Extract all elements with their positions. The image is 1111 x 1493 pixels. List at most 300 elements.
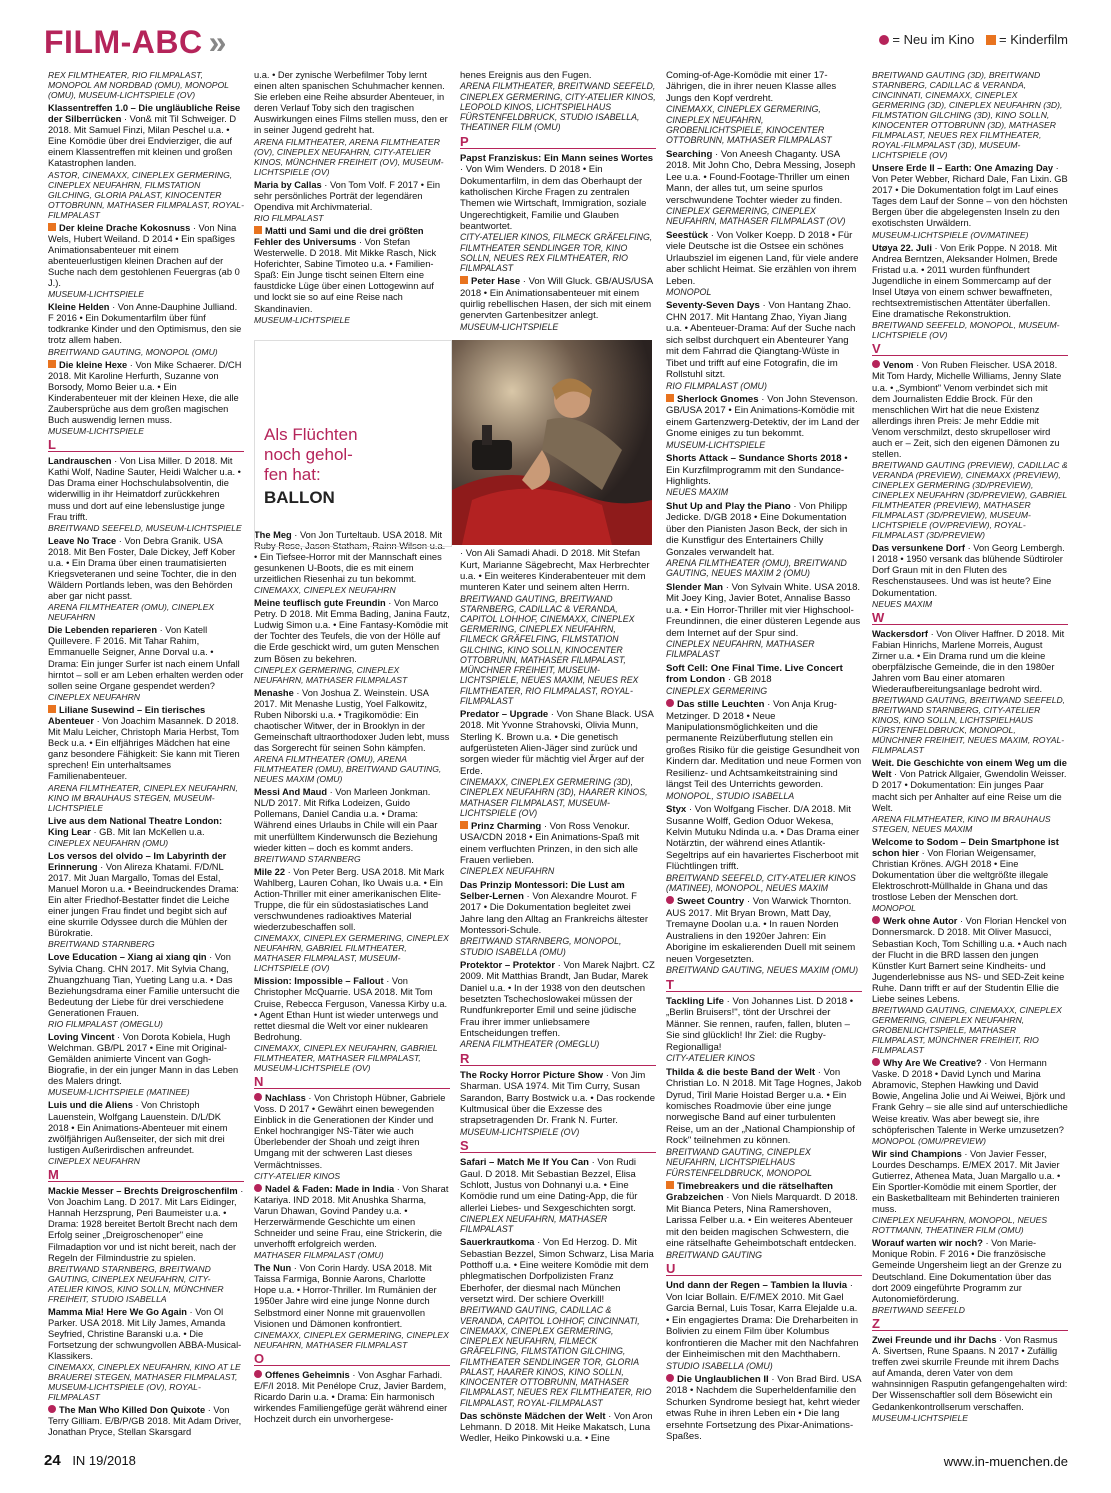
cinema-list: MONOPOL, STUDIO ISABELLA [666,790,795,801]
film-description: · Von Stefan Westerwelle. D 2018. Mit Mikke Rasch, Nick Hoferichter, Sabine Timoteo u.a. • Familien-Spaß: Ein Junge tischt seinen Eltern eine faustdicke Lüge über einen Lottogewinn auf und lockt sie so auf eine Reise nach Skandinavien. [254,236,437,314]
new-release-dot-icon [254,1093,262,1101]
film-description: · Von Christian Lo. N 2018. Mit Tage Hognes, Jakob Dyrud, Tiril Marie Hoistad Berger u.a. • Ein komisches Roadmovie über eine junge norwegische Band auf einer turbulenten Reise, um an der „National Championship of Rock" teilnehmen zu können. [666,1066,862,1147]
film-entry [666,1374,862,1443]
cinema-list: MUSEUM-LICHTSPIELE (OV) [460,1126,580,1137]
cinema-list: RIO FILMPALAST [254,212,324,223]
cinema-list: CINEMAXX, CINEPLEX NEUFAHRN [254,585,396,596]
film-description: · Von John Stevenson. GB/USA 2017 • Ein Animations-Komödie mit einem Gartenzwerg-Detektiv, der im Land der Gnome einiges zu tun bekommt. [666,393,860,440]
film-description: · Von Ruben Fleischer. USA 2018. Mit Tom Hardy, Michelle Williams, Jenny Slate u.a. • „Symbiont" Venom verbindet sich mit dem Journalisten Eddie Brock. Für den menschlichen Wirt hat die neue Existenz allerdings ihren Preis: Je mehr Eddie mit Venom verschmilzt, desto skrupelloser wird auch er – Zeit, sich den eigenen Dämonen zu stellen. [872,360,1062,460]
film-title: Und dann der Regen – Tambien la lluvia [666,1280,848,1292]
film-title: Venom [883,360,914,371]
film-title: Matti und Sami und die drei größten Fehler des Universums [254,225,424,247]
new-release-dot-icon [872,360,880,368]
film-title: Nadel & Faden: Made in India [265,1183,395,1194]
cinema-list: BREITWAND GAUTING [666,1249,762,1260]
listing-column-3 [460,70,656,1448]
film-description: · Von Rudi Gaul. D 2018. Mit Sebastian Bezzel, Elisa Schlott, Justus von Dohnanyi u.a. • Eine Komödie rund um eine Dating-App, die für allerlei Liebes- und Sexgeschichten sorgt. [460,1157,638,1214]
film-entry [872,758,1068,833]
cinema-list: CITY-ATELIER KINOS [254,1170,341,1181]
cinema-list: CINEMAXX, CINEPLEX NEUFAHRN, KINO AT LE BRAUEREI STEGEN, MATHASER FILMPALAST, MUSEUM-LICHTSPIELE (OV), ROYAL-FILMPALAST [48,1362,241,1403]
cinema-list: BREITWAND GAUTING, NEUES MAXIM (OMU) [666,965,859,976]
film-title: Seventy-Seven Days [666,300,760,312]
cinema-list: CINEPLEX GERMERING, CINEPLEX NEUFAHRN, MATHASER FILMPALAST [254,664,408,685]
film-description: · Von Johannes List. D 2018 • „Berlin Bruisers!", tönt der Urschrei der Männer. Sie rennen, raufen, fallen, bluten – Sie sind glücklich! Ihr Ziel: die Rugby-Regionalliga! [666,996,854,1053]
film-description: · Von Nina Wels, Hubert Weiland. D 2014 • Ein spaßiges Animationsabenteuer mit einem abenteuerlustigen kleinen Drachen auf der Suche nach dem gestohlenen Feuergras (ab 0 J.). [48,222,240,289]
film-title: Leave No Trace [48,535,117,546]
kids-film-square-icon [48,223,56,231]
letter-heading: Z [872,1318,1068,1331]
cinema-list: BREITWAND GAUTING, CINEPLEX NEUFAHRN, LICHTSPIELHAUS FÜRSTENFELDBRUCK, MONOPOL [666,1146,812,1178]
film-title: Menashe [254,687,294,698]
film-entry [48,705,244,813]
film-description: · Von Sylvain White. USA 2018. Mit Joey King, Javier Botet, Annalise Basso u.a. • Ein Horror-Thriller mit vier Highschool-Freundinnen, die einer düsteren Legende aus dem Internet auf der Spur sind. [666,581,861,639]
film-title: Love Education – Xiang ai xiang qin [48,952,207,963]
film-description: · Von Anne-Dauphine Julliand. F 2016 • Ein Dokumentarfilm über fünf todkranke Kinder und den Optimismus, den sie trotz allem haben. [48,302,242,346]
film-title: Wir sind Champions [872,1148,962,1159]
section-title-text: FILM-ABC [44,24,203,60]
cinema-list: BREITWAND GAUTING (3D), BREITWAND STARNBERG, CADILLAC & VERANDA, CINCINNATI, CINEMAXX, CINEPLEX GERMERING (3D), CINEPLEX NEUFAHRN (3D), FILMSTATION GILCHING (3D), KINO SOLLN, KINOCENTER OTTOBRUNN (3D), MATHASER FILMPALAST, NEUES REX FILMTHEATER, ROYAL-FILMPALAST (3D), MUSEUM-LICHTSPIELE (OV) [872,70,1063,160]
film-entry [254,867,450,974]
film-description: · Von Oliver Haffner. D 2018. Mit Fabian Hinrichs, Marlene Morreis, August Zirner u.a. • Ein Drama rund um die kleine oberpfälzische Gemeinde, die in den 1980er Jahren vom Bau einer atomaren Wiederaufbereitungsanlage bedroht wird. [872,628,1065,695]
film-description: · Von Alireza Khatami. F/D/NL 2017. Mit Juan Margallo, Tomas del Estal, Manuel Moron u.a. • Beeindruckendes Drama: Ein alter Friedhof-Bestatter findet die Leiche einer jungen Frau findet und begibt sich auf eine skurrile Odyssee durch die Mühlen der Bürokratie. [48,861,239,939]
film-entry [460,1411,656,1445]
teaser-caption-text: Als Flüchten noch gehol-fen hat: [264,425,358,484]
film-title: Prinz Charming [471,821,542,833]
film-description: · Von Georg Lembergh. I 2018 • 1950 versank das blühende Südtiroler Dorf Graun mit in den Fluten des Reschenstausees. Und was ist heute? Eine Dokumentation. [872,543,1065,598]
kids-film-square-icon [48,360,56,368]
film-description: · Von Erik Poppe. N 2018. Mit Andrea Berntzen, Aleksander Holmen, Brede Fristad u.a. • 2011 wurden fünfhundert Jugendliche in einem Sommercamp auf der Insel Utøya von einem schwer bewaffneten, rechtsextremistischen Attentäter überfallen. Eine dramatische Rekonstruktion. [872,242,1058,320]
cinema-list: CITY-ATELIER KINOS, FILMECK GRÄFELFING, FILMTHEATER SENDLINGER TOR, KINO SOLLN, NEUES REX FILMTHEATER, RIO FILMPALAST [460,232,653,273]
film-title: Protektor – Protektor [460,959,556,971]
cinema-list: MONOPOL (OMU/PREVIEW) [872,1135,986,1146]
letter-heading: O [254,1353,450,1366]
cinema-list: CINEMAXX, CINEPLEX GERMERING (3D), CINEPLEX NEUFAHRN (3D), HAARER KINOS, MATHASER FILMPALAST, MUSEUM-LICHTSPIELE (OV) [460,777,648,818]
film-description: · Von Hantang Zhao. CHN 2017. Mit Hantang Zhao, Yiyan Jiang u.a. • Abenteuer-Drama: Auf der Suche nach sich selbst durchquert ein Abenteurer Yang mit dem Fahrrad die Qiangtang-Wüste in Tibet und trifft auf eine Fotografin, die im Rollstuhl sitzt. [666,300,856,381]
film-entry [666,453,862,498]
film-title: Landrauschen [48,456,112,467]
film-description: · Von Jon Turteltaub. USA 2018. Mit Ruby Rose, Jason Statham, Rainn Wilson u.a. • Ein Tiefsee-Horror mit der Mannschaft eines gesunkenen U-Boots, die es mit einem urzeitlichen Riesenhai zu tun bekommt. [254,529,446,584]
film-description: · Von Peter Berg. USA 2018. Mit Mark Wahlberg, Lauren Cohan, Iko Uwais u.a. • Ein Action-Thriller mit einer amerikanischen Elite-Truppe, die für ein südostasiatisches Land verschwundenes radioaktives Material wiederzubeschaffen soll. [254,866,445,933]
film-entry [666,1181,862,1260]
film-entry [872,1335,1068,1423]
cinema-list: CITY-ATELIER KINOS [666,1053,755,1064]
film-title: Styx [666,804,687,816]
film-description: · Von Aneesh Chaganty. USA 2018. Mit John Cho, Debra Messing, Joseph Lee u.a. • Found-Footage-Thriller um einen Mann, der alles tut, um seine spurlos verschwundene Tochter wieder zu finden. [666,148,856,206]
film-entry [48,536,244,623]
cinema-list: BREITWAND STARNBERG [254,853,361,864]
listing-column-2 [254,70,450,1428]
film-description: · Von Asghar Farhadi. E/F/I 2018. Mit Penélope Cruz, Javier Bardem, Ricardo Darin u.a. • Drama: Ein harmonisch wirkendes Familiengefüge gerät während einer Hochzeit durch ein unvorhergese- [254,1369,448,1425]
film-description: · Von& mit Til Schweiger. D 2018. Mit Samuel Finzi, Milan Peschel u.a. • Eine Komödie über drei Endvierziger, die auf einem Klassentreffen mit kleinen und großen Katastrophen landen. [48,114,237,169]
cinema-list: CINEMAXX, CINEPLEX GERMERING, CINEPLEX NEUFAHRN, GABRIEL FILMTHEATER, MATHASER FILMPALAST, MUSEUM-LICHTSPIELE (OV) [254,933,449,974]
film-description: · Von Wim Wenders. D 2018 • Ein Dokumentarfilm, in dem das Oberhaupt der katholischen Kirche Fragen zu zentralen Themen wie Wirtschaft, Immigration, soziale Ungerechtigkeit, Familie und Glauben beantwortet. [460,164,647,232]
film-title: Das stille Leuchten [677,699,765,711]
film-entry [872,1058,1068,1146]
film-entry [666,300,862,391]
film-entry [872,916,1068,1055]
film-title: Papst Franziskus: Ein Mann seines Wortes [460,152,654,164]
film-entry [254,70,450,177]
cinema-list: STUDIO ISABELLA (OMU) [666,1360,773,1371]
film-description: · Von Will Gluck. GB/AUS/USA 2018 • Ein Animationsabenteuer mit einem quirlig rebellischen Hasen, der sich mit einem genervten Gartenbesitzer anlegt. [460,276,653,322]
film-entry [666,804,862,893]
chevron-icon: » [208,24,227,60]
film-description: · Von Joachim Masannek. D 2018. Mit Malu Leicher, Christoph Maria Herbst, Tom Beck u.a. • Ein elfjähriges Mädchen hat eine ganz besondere Fähigkeit: Sie kann mit Tieren sprechen! Ein unterhaltsames Familienabenteuer. [48,715,240,782]
letter-heading: N [254,1076,450,1089]
film-description: · Von Joshua Z. Weinstein. USA 2017. Mit Menashe Lustig, Yoel Falkowitz, Ruben Niborski u.a. • Tragikomödie: Ein chaotischer Witwer, der in Brooklyn in der Gemeinschaft ultraorthodoxer Juden lebt, muss das Sorgerecht für seinen Sohn kämpfen. [254,687,450,754]
film-title: Das Prinzip Montessori: Die Lust am Selber-Lernen [460,879,625,903]
cinema-list: REX FILMTHEATER, RIO FILMPALAST, MONOPOL AM NORDBAD (OMU), MONOPOL (OMU), MUSEUM-LICHTSPIELE (OV) [48,70,229,100]
film-entry [872,1149,1068,1236]
film-entry [48,1100,244,1165]
listing-column-5 [872,70,1068,1426]
film-title: Nachlass [265,1092,306,1103]
film-title: Live aus dem National Theatre London: King Lear [48,815,223,837]
letter-heading: R [460,1053,656,1066]
cinema-list: ASTOR, CINEMAXX, CINEPLEX GERMERING, CINEPLEX NEUFAHRN, FILMSTATION GILCHING, GLORIA PALAST, KINOCENTER OTTOBRUNN, MATHASER FILMPALAST, ROYAL-FILMPALAST [48,169,244,220]
film-title: Mile 22 [254,866,286,877]
new-release-dot-icon [48,1405,56,1413]
film-description: · Von Sylvia Chang. CHN 2017. Mit Sylvia Chang, Zhuangzhuang Tian, Yueting Lang u.a. • Das Beziehungsdrama einer Familie untersucht die Bedeutung der Liebe für drei verschiedene Generationen Frauen. [48,952,240,1018]
film-entry [48,103,244,220]
film-title: Shorts Attack – Sundance Shorts 2018 [666,453,842,465]
film-description: · Von Peter Webber, Richard Dale, Fan Lixin. GB 2017 • Die Dokumentation folgt im Lauf eines Tages dem Lauf der Sonne – von den höchsten Bergen über die abgelegensten Inseln zu den exotischsten Urwäldern. [872,163,1068,229]
new-release-dot-icon [666,699,674,707]
film-entry [48,625,244,702]
film-description: · Von Ali Samadi Ahadi. D 2018. Mit Stefan Kurt, Marianne Sägebrecht, Max Herbrechter u.a. • Ein weiteres Kinderabenteuer mit dem munteren Kater und seinem alten Herrn. [460,548,650,594]
cinema-list: BREITWAND GAUTING, CINEMAXX, CINEPLEX GERMERING, CINEPLEX NEUFAHRN, GROBENLICHTSPIELE, MATHASER FILMPALAST, MÜNCHNER FREIHEIT, RIO FILMPALAST [872,1005,1062,1056]
film-description: · Von Dorota Kobiela, Hugh Welchman. GB/PL 2017 • Eine mit Original-Gemälden animierte Vincent van Gogh-Biografie, in der ein junger Mann in das Leben des Malers dringt. [48,1032,239,1087]
film-description: · Von Joachim Lang. D 2017. Mit Lars Eidinger, Hannah Herzsprung, Peri Baumeister u.a. • Drama: 1928 bereitet Bertolt Brecht nach dem Erfolg seiner „Dreigroschenoper" eine Filmadaption vor und ist nicht bereit, nach der Regeln der Filmindustrie zu spielen. [48,1186,244,1263]
film-description: · Von Marie-Monique Robin. F 2016 • Die französische Gemeinde Ungersheim liegt an der Grenze zu Deutschland. Eine Dokumentation über das dort 2009 eingeführte Programm zur Autonomieförderung. [872,1238,1062,1304]
film-title: Die kleine Hexe [59,359,128,370]
film-entry [254,1093,450,1181]
listing-column-4 [666,70,862,1446]
film-title: The Nun [254,1263,292,1274]
film-title: Wackersdorf [872,628,928,639]
film-title: Weit. Die Geschichte von einem Weg um die Welt [872,758,1067,780]
film-title: Messi And Maud [254,787,328,798]
film-title: Welcome to Sodom – Dein Smartphone ist schon hier [872,836,1059,858]
listing-column-1 [48,70,244,1441]
cinema-list: BREITWAND GAUTING, BREITWAND STARNBERG, CADILLAC & VERANDA, CAPITOL LOHHOF, CINEMAXX, CINEPLEX GERMERING, CINEPLEX NEUFAHRN, FILMECK GRÄFELFING, FILMSTATION GILCHING, KINO SOLLN, KINOCENTER OTTOBRUNN, MATHASER FILMPALAST, MÜNCHNER FREIHEIT, MUSEUM-LICHTSPIELE, NEUES MAXIM, NEUES REX FILMTHEATER, RIO FILMPALAST, ROYAL-FILMPALAST [460,593,639,706]
film-entry [48,456,244,533]
film-description: · Von Christopher McQuarrie. USA 2018. Mit Tom Cruise, Rebecca Ferguson, Vanessa Kirby u.a. • Agent Ethan Hunt ist wieder unterwegs und rettet diesmal die Welt vor einer nuklearen Bedrohung. [254,976,448,1042]
film-description: · Von Iciar Bollain. E/F/MEX 2010. Mit Gael Garcia Bernal, Luis Tosar, Karra Elejalde u.a. • Ein engagiertes Drama: Die Dreharbeiten in Bolivien zu einem Film über Kolumbus konfrontieren die Macher mit den Nachfahren der Einheimischen mit den Machthabern. [666,1280,859,1361]
film-entry [460,880,656,957]
film-title: Die Lebenden reparieren [48,625,158,636]
film-entry [48,360,244,437]
film-entry [666,663,862,696]
film-description: · Von Patrick Allgaier, Gwendolin Weisser. D 2017 • Dokumentation: Ein junges Paar macht sich per Anhalter auf eine Reise um die Welt. [872,769,1067,813]
film-entry [48,302,244,356]
cinema-list: CINEPLEX NEUFAHRN [460,866,555,877]
film-entry [254,180,450,223]
film-title: Shut Up and Play the Piano [666,500,791,512]
kids-film-square-icon [460,821,468,829]
cinema-list: BREITWAND GAUTING, MONOPOL (OMU) [48,346,218,357]
film-entry [872,543,1068,608]
film-entry [666,230,862,298]
page-number: 24 [44,1452,61,1469]
film-title: Searching [666,148,713,160]
new-release-dot-icon [254,1184,262,1192]
cinema-list: BREITWAND GAUTING, BREITWAND SEEFELD, BREITWAND STARNBERG, CITY-ATELIER KINOS, KINO SOLLN, LICHTSPIELHAUS FÜRSTENFELDBRUCK, MONOPOL, MÜNCHNER FREIHEIT, NEUES MAXIM, ROYAL-FILMPALAST [872,695,1066,756]
film-entry [872,360,1068,540]
film-still-illustration [452,340,652,545]
film-entry [48,1307,244,1402]
teaser-caption-title: BALLON [264,488,335,507]
film-entry [254,598,450,685]
film-description: · GB. Mit Ian McKellen u.a. [90,826,205,837]
film-title: Loving Vincent [48,1032,115,1042]
film-description: · Von Marco Petry. D 2018. Mit Emma Bading, Janina Fautz, Ludwig Simon u.a. • Eine Fantasy-Komödie mit der Tochter des Teufels, die von der Hölle auf die Erde geschickt wird, um guten Menschen zum Bösen zu bekehren. [254,598,450,664]
film-entry [872,837,1068,914]
film-entry [872,243,1068,341]
film-title: The Meg [254,529,292,540]
film-description: · Von Hermann Vaske. D 2018 • David Lynch und Marina Abramovic, Stephen Hawking und David Bowie, Angelina Jolie und Ai Weiwei, Björk und Frank Gehry – sie alle sind auf unterschiedliche Weise kreativ. Was aber bewegt sie, ihre schöpferischen Talente in Werke umzusetzen? [872,1058,1068,1135]
kids-film-square-icon [666,1181,674,1189]
new-release-dot-icon [879,35,889,45]
film-title: Worauf warten wir noch? [872,1238,983,1249]
cinema-list: BREITWAND STARNBERG, BREITWAND GAUTING, CINEPLEX NEUFAHRN, CITY-ATELIER KINOS, KINO SOLLN, MÜNCHNER FREIHEIT, STUDIO ISABELLA [48,1263,224,1304]
cinema-list: CINEMAXX, CINEPLEX NEUFAHRN, GABRIEL FILMTHEATER, MATHASER FILMPALAST, MUSEUM-LICHTSPIELE (OV) [254,1042,438,1073]
film-entry [48,1032,244,1097]
cinema-list: MUSEUM-LICHTSPIELE [48,426,144,437]
letter-heading: M [48,1169,244,1182]
film-title: Liliane Susewind – Ein tierisches Abenteuer [48,704,206,726]
cinema-list: BREITWAND STARNBERG, MONOPOL, STUDIO ISABELLA (OMU) [460,936,622,957]
film-title: Sweet Country [677,896,745,908]
cinema-list: CINEPLEX NEUFAHRN (OMU) [48,837,169,848]
kids-film-square-icon [48,705,56,713]
cinema-list: NEUES MAXIM [666,487,729,498]
film-title: Why Are We Creative? [883,1058,982,1069]
cinema-list: BREITWAND SEEFELD, MONOPOL, MUSEUM-LICHTSPIELE (OV) [872,320,1060,341]
film-entry [666,70,862,146]
film-title: Kleine Helden [48,302,110,313]
film-title: Sauerkrautkoma [460,1237,535,1249]
cinema-list: BREITWAND STARNBERG [48,939,155,950]
film-entry [48,70,244,100]
cinema-list: MATHASER FILMPALAST (OMU) [254,1250,384,1261]
film-title: Der kleine Drache Kokosnuss [59,222,191,233]
film-title: Meine teuflisch gute Freundin [254,598,386,609]
cinema-list: CINEPLEX GERMERING, CINEPLEX NEUFAHRN, MATHASER FILMPALAST (OV) [666,206,846,227]
film-entry [460,709,656,818]
film-title: Mamma Mia! Here We Go Again [48,1306,187,1317]
film-description: · Von Marek Najbrt. CZ 2009. Mit Matthias Brandt, Jan Budar, Marek Daniel u.a. • In der 1938 von den deutschen besetzten Tschechoslowakei müssen der Rundfunkreporter Emil und seine jüdische Frau ihrer immer unliebsamere Entscheidungen treffen. [460,959,655,1039]
cinema-list: CINEMAXX, CINEPLEX GERMERING, CINEPLEX NEUFAHRN, GROBENLICHTSPIELE, KINOCENTER OTTOBRUNN, MATHASER FILMPALAST [666,104,832,146]
film-entry [254,1184,450,1261]
cinema-list: BREITWAND GAUTING, CADILLAC & VERANDA, CAPITOL LOHHOF, CINCINNATI, CINEMAXX, CINEPLEX GERMERING, CINEPLEX NEUFAHRN, FILMECK GRÄFELFING, FILMSTATION GILCHING, FILMTHEATER SENDLINGER TOR, GLORIA PALAST, HAARER KINOS, KINO SOLLN, KINOCENTER OTTOBRUNN, MATHASER FILMPALAST, NEUES REX FILMTHEATER, RIO FILMPALAST, ROYAL-FILMPALAST [460,1305,652,1408]
film-title: Unsere Erde II – Earth: One Amazing Day [872,163,1053,173]
film-entry [48,223,244,300]
cinema-list: MUSEUM-LICHTSPIELE [460,321,559,332]
film-title: Peter Hase [471,276,521,288]
legend [879,32,1068,47]
kids-film-square-icon [666,394,674,402]
film-description: Coming-of-Age-Komödie mit einer 17-Jährigen, die in ihrer neuen Klasse alles Jungs den Kopf verdreht. [666,70,837,104]
film-entry [460,537,656,706]
page-footer [44,1452,1068,1472]
letter-heading: T [666,979,862,992]
film-description: · Von Aron Lehmann. D 2018. Mit Heike Makatsch, Luna Wedler, Heiko Pinkowski u.a. • Eine [460,1410,653,1445]
cinema-list: NEUES MAXIM [872,598,933,609]
cinema-list: ARENA FILMTHEATER, ARENA FILMTHEATER (OV), CINEPLEX NEUFAHRN, CITY-ATELIER KINOS, MÜNCHNER FREIHEIT (OV), MUSEUM-LICHTSPIELE (OV) [254,136,444,177]
film-description: · GB 2018 [725,674,772,686]
page-header [44,18,1068,68]
film-description: · Von Tom Volf. F 2017 • Ein sehr persönliches Porträt der legendären Opendiva mit Archivmaterial. [254,179,441,212]
film-entry [666,699,862,801]
film-description: · Von Corin Hardy. USA 2018. Mit Taissa Farmiga, Bonnie Aarons, Charlotte Hope u.a. • Horror-Thriller. Im Rumänien der 1950er Jahre wird eine junge Nonne durch Selbstmord einer Nonne mit grauenvollen Visionen und Dämonen konfrontiert. [254,1263,437,1329]
film-entry [460,821,656,877]
film-title: Mackie Messer – Brechts Dreigroschenfilm [48,1186,238,1197]
film-description: · Von Lisa Miller. D 2018. Mit Kathi Wolf, Nadine Sauter, Heidi Walcher u.a. • Das Drama einer Hochschulabsolventin, die widerwillig in ihr Heimatdorf zurückkehren muss und dort auf eine lebenslustige junge Frau trifft. [48,456,241,522]
film-title: Werk ohne Autor [883,916,958,927]
film-description: · Von Philipp Jedicke. D/GB 2018 • Eine Dokumentation über den Pianisten Jason Beck, der sich in die Kunstfigur des Entertainers Chilly Gonzales verwandelt hat. [666,500,848,558]
new-release-dot-icon [254,1370,262,1378]
film-description: · Von Ol Parker. USA 2018. Mit Lily James, Amanda Seyfried, Christine Baranski u.a. • Die Fortsetzung der schwungvollen ABBA-Musical-Klassikers. [48,1306,242,1362]
film-description: henes Ereignis aus den Fugen. [460,70,592,81]
film-description: · Von Florian Weigensamer, Christian Krönes. A/GH 2018 • Eine Dokumentation über die weltgrößte illegale Elektroschrott-Müllhalde in Ghana und das trostlose Leben der Menschen dort. [872,847,1049,903]
cinema-list: MUSEUM-LICHTSPIELE [254,314,350,325]
legend-kids: = Kinderfilm [999,32,1068,47]
film-description: · Von Florian Henckel von Donnersmarck. D 2018. Mit Oliver Masucci, Sebastian Koch, Tom Schilling u.a. • Auch nach der Flucht in die BRD lassen den jungen Künstler Kurt Barnert seine Kindheits- und Jugenderlebnisse aus NS- und SED-Zeit keine Ruhe. Dann trifft er auf der Studentin Ellie die Liebe seines Lebens. [872,916,1067,1004]
film-entry [48,952,244,1029]
film-title: Thilda & die beste Band der Welt [666,1066,816,1078]
film-entry [48,816,244,848]
film-entry [666,582,862,660]
film-title: Sherlock Gnomes [677,393,759,405]
film-entry [666,149,862,227]
cinema-list: CINEPLEX NEUFAHRN, MATHASER FILMPALAST [460,1213,608,1235]
film-entry [666,1067,862,1178]
letter-heading: L [48,439,244,452]
film-still-image [452,340,652,545]
film-entry [666,394,862,450]
film-title: Das versunkene Dorf [872,543,966,554]
film-entry [460,1157,656,1234]
cinema-list: RIO FILMPALAST (OMEGLU) [48,1019,163,1029]
cinema-list: ARENA FILMTHEATER, CINEPLEX NEUFAHRN, KINO IM BRAUHAUS STEGEN, MUSEUM-LICHTSPIELE [48,782,238,813]
film-entry [666,896,862,975]
kids-film-square-icon [460,276,468,284]
film-description: · Von Alexandre Mourot. F 2017 • Die Dokumentation begleitet zwei Jahre lang den Alltag an Frankreichs ältester Montessori-Schule. [460,891,648,937]
film-description: · Von Christoph Hübner, Gabriele Voss. D 2017 • Gewährt einen bewegenden Einblick in die Generationen der Kinder und Enkel hochrangiger NS-Täter wie auch Überlebender der Shoah und zeigt ihren Umgang mit der schweren Last dieses Vermächtnisses. [254,1092,446,1170]
issue-label: IN 19/2018 [72,1453,136,1468]
new-release-dot-icon [666,1374,674,1382]
film-title: Mission: Impossible – Fallout [254,976,384,987]
film-title: Zwei Freunde und ihr Dachs [872,1334,997,1345]
teaser-caption [264,425,374,508]
film-entry [460,276,656,332]
film-entry [460,70,656,133]
film-entry [254,1370,450,1425]
film-description: u.a. • Der zynische Werbefilmer Toby lernt einen alten spanischen Schuhmacher kennen. Sie erleben eine Reihe absurder Abenteuer, in deren Verlauf Toby sich den tragischen Auswirkungen eines Films stellen muss, den er in seiner Jugend gedreht hat. [254,70,448,136]
film-title: Soft Cell: One Final Time. Live Concert from London [666,662,843,686]
film-entry [254,226,450,325]
cinema-list: CINEMAXX, CINEPLEX GERMERING, CINEPLEX NEUFAHRN, MATHASER FILMPALAST [254,1329,449,1350]
film-description: · Von Christoph Lauenstein, Wolfgang Lauenstein. D/L/DK 2018 • Ein Animations-Abenteuer mit einem zwölfjährigen Außenseiter, der sich mit drei lustigen Außerirdischen anfreundet. [48,1100,228,1155]
new-release-dot-icon [666,896,674,904]
cinema-list: BREITWAND SEEFELD [872,1304,965,1315]
film-description: · Von Katell Quillevere. F 2016. Mit Tahar Rahim, Emmanuelle Seigner, Anne Dorval u.a. • Drama: Ein junger Surfer ist nach einem Unfall hirntot – soll er am Leben erhalten werden oder sollen seine Organe gespendet werden? [48,625,244,691]
film-title: The Man Who Killed Don Quixote [59,1405,206,1416]
cinema-list: CINEPLEX NEUFAHRN [48,1155,141,1166]
cinema-list: ARENA FILMTHEATER (OMU), ARENA FILMTHEATER (OMU), BREITWAND GAUTING, NEUES MAXIM (OMU) [254,754,442,785]
website-link[interactable]: www.in-muenchen.de [943,1454,1068,1469]
film-description: · Von Volker Koepp. D 2018 • Für viele Deutsche ist die Ostsee ein schönes Urlaubsziel im eigenen Land, für viele andere aber schlicht Heimat. Sie erzählen von ihrem Leben. [666,229,859,287]
film-description: · Von Rasmus A. Sivertsen, Rune Spaans. N 2017 • Zufällig treffen zwei skurrile Freunde mit ihrem Dachs auf Amanda, deren Vater von dem wahnsinnigen Rasputin gefangengehalten wird: Der Wissenschaftler soll dem Bösewicht ein Gedankenkontrollserum verschaffen. [872,1334,1068,1412]
new-release-dot-icon [872,1058,880,1066]
film-description: · Von Shane Black. USA 2018. Mit Yvonne Strahovski, Olivia Munn, Sterling K. Brown u.a. • Die genetisch aufgerüsteten Alien-Jäger sind zurück und sorgen wieder für mächtig viel Ärger auf der Erde. [460,709,654,777]
film-title: Timebreakers und die rätselhaften Grabzeichen [666,1180,834,1204]
cinema-list: MUSEUM-LICHTSPIELE [666,439,766,450]
film-description: · Von Javier Fesser, Lourdes Deschamps. E/MEX 2017. Mit Javier Gutierrez, Athenea Mata, Juan Margallo u.a. • Ein Sportler-Komödie mit einem Sportler, der ein Basketballteam mit Behinderten trainieren muss. [872,1148,1061,1215]
letter-heading: U [666,1263,862,1276]
film-title: The Rocky Horror Picture Show [460,1069,604,1081]
film-title: Offenes Geheimnis [265,1369,350,1380]
film-entry [872,163,1068,240]
film-title: Das schönste Mädchen der Welt [460,1410,606,1422]
film-entry [460,960,656,1050]
film-entry [666,501,862,579]
cinema-list: MUSEUM-LICHTSPIELE (MATINEE) [48,1087,190,1098]
film-description: · Von Ed Herzog. D. Mit Sebastian Bezzel, Simon Schwarz, Lisa Maria Potthoff u.a. • Eine weitere Komödie mit dem phlegmatischen Dorfpolizisten Franz Eberhofer, der diesmal nach München versetzt wird. Der schiere Overkill! [460,1237,654,1306]
kids-film-square-icon [986,35,996,45]
film-title: Luis und die Aliens [48,1100,133,1111]
film-entry [460,1070,656,1137]
film-title: Predator – Upgrade [460,709,549,721]
film-description: · Von Niels Marquardt. D 2018. Mit Bianca Peters, Nina Ramershoven, Larissa Felber u.a. • Ein weiteres Abenteuer mit den beiden magischen Schwestern, die eine rätselhafte Geheimbotschaft entdecken. [666,1192,858,1250]
film-description: · Von Sharat Katariya. IND 2018. Mit Anushka Sharma, Varun Dhawan, Govind Pandey u.a. • Herzerwärmende Geschichte um einen Schneider und seine Frau, eine Strickerin, die unverhofft erfolgreich werden. [254,1183,449,1250]
cinema-list: MONOPOL [872,903,916,914]
film-entry [48,851,244,950]
film-entry [872,629,1068,756]
cinema-list: CINEPLEX NEUFAHRN, MONOPOL, NEUES ROTTMANN, THEATINER FILM (OMU) [872,1215,1048,1236]
film-description: · Von Marleen Jonkman. NL/D 2017. Mit Rifka Lodeizen, Guido Pollemans, Daniel Candia u.a. • Drama: Während eines Urlaubs in Chile will ein Paar mit unerfülltem Kinderwunsch die Beziehung wieder kitten – doch es kommt anders. [254,787,438,853]
cinema-list: ARENA FILMTHEATER (OMU), CINEPLEX NEUFAHRN [48,602,215,623]
cinema-list: MUSEUM-LICHTSPIELE (OV/MATINEE) [872,229,1029,240]
film-title: Safari – Match Me If You Can [460,1157,589,1169]
letter-heading: V [872,343,1068,356]
cinema-list: CINEPLEX NEUFAHRN, MATHASER FILMPALAST [666,639,815,660]
film-title: Die Unglaublichen II [677,1373,769,1385]
kids-film-square-icon [254,226,262,234]
film-entry [666,1280,862,1371]
film-entry [254,976,450,1073]
letter-heading: P [460,136,656,149]
film-description: · Von Jim Sharman. USA 1974. Mit Tim Curry, Susan Sarandon, Barry Bostwick u.a. • Das rockende Kultmusical über die Exzesse des strapsetragenden Dr. Frank N. Furter. [460,1069,656,1127]
film-entry [48,1186,244,1304]
film-title: Utøya 22. Juli [872,242,932,253]
film-entry [666,996,862,1064]
legend-new: = Neu im Kino [892,32,975,47]
cinema-list: ARENA FILMTHEATER (OMU), BREITWAND GAUTING, NEUES MAXIM 2 (OMU) [666,558,847,579]
film-title: Maria by Callas [254,179,322,190]
cinema-list: RIO FILMPALAST (OMU) [666,380,767,391]
cinema-list: ARENA FILMTHEATER, BREITWAND SEEFELD, CINEPLEX GERMERING, CITY-ATELIER KINOS, LEOPOLD KINOS, LICHTSPIELHAUS FÜRSTENFELDBRUCK, STUDIO ISABELLA, THEATINER FILM (OMU) [460,81,656,133]
film-entry [460,1237,656,1407]
film-description: • Ein Kurzfilmprogramm mit den Sundance-Highlights. [666,453,848,488]
letter-heading: S [460,1140,656,1153]
film-entry [460,153,656,273]
film-title: Klassentreffen 1.0 – Die ungläubliche Reise der Silberrücken [48,103,241,125]
film-description: · Von Mike Schaerer. D/CH 2018. Mit Karoline Herfurth, Suzanne von Borsody, Momo Beier u.a. • Ein Kinderabenteuer mit der kleinen Hexe, die alle Zaubersprüche aus dem großen magischen Buch auswendig lernen muss. [48,359,242,425]
film-title: Los versos del olvido – Im Labyrinth der Erinnerung [48,850,227,872]
film-title: Tackling Life [666,996,724,1008]
